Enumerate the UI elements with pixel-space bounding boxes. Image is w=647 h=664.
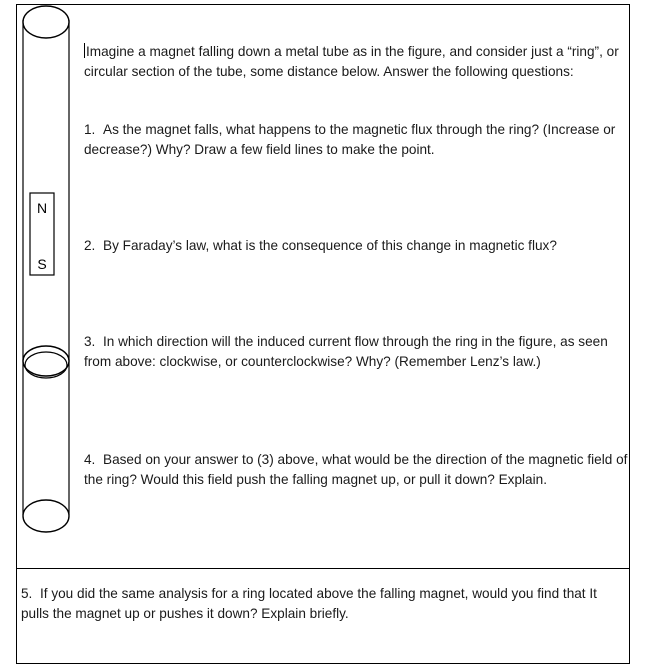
question-number: 2. <box>84 238 96 253</box>
question-text: Based on your answer to (3) above, what would be the direction of the magnetic field of the ring? Would this field push the falling magnet up, or pull it down? Explain. <box>84 452 628 487</box>
question-number: 3. <box>84 334 96 349</box>
question-number: 5. <box>21 586 33 601</box>
question-5 <box>21 584 627 624</box>
question-3 <box>84 332 632 372</box>
text-cursor <box>84 43 85 58</box>
magnet-north-label: N <box>36 200 48 216</box>
question-1 <box>84 120 624 160</box>
tube-top-opening <box>23 6 69 38</box>
question-text: By Faraday’s law, what is the consequence of this change in magnetic flux? <box>103 238 557 253</box>
question-text: As the magnet falls, what happens to the magnetic flux through the ring? (Increase or decrease?) Why? Draw a few field lines to make the point. <box>84 122 616 157</box>
intro-text: Imagine a magnet falling down a metal tube as in the figure, and consider just a “ring”, or circular section of the tube, some distance below. Answer the following questions: <box>84 44 619 79</box>
question-2 <box>84 236 624 256</box>
magnet-south-label: S <box>37 256 47 272</box>
question-4 <box>84 450 632 490</box>
question-text: If you did the same analysis for a ring located above the falling magnet, would you find that It pulls the magnet up or pushes it down? Explain briefly. <box>21 586 597 621</box>
section-divider <box>16 568 630 569</box>
question-text: In which direction will the induced current flow through the ring in the figure, as seen from above: clockwise, or counterclockwise? Why? (Remember Lenz’s law.) <box>84 334 608 369</box>
question-number: 4. <box>84 452 96 467</box>
ring-outer <box>23 346 69 376</box>
intro-paragraph <box>84 42 624 82</box>
tube-bottom-opening <box>23 500 69 532</box>
question-number: 1. <box>84 122 96 137</box>
magnet-tube-figure <box>0 0 90 560</box>
